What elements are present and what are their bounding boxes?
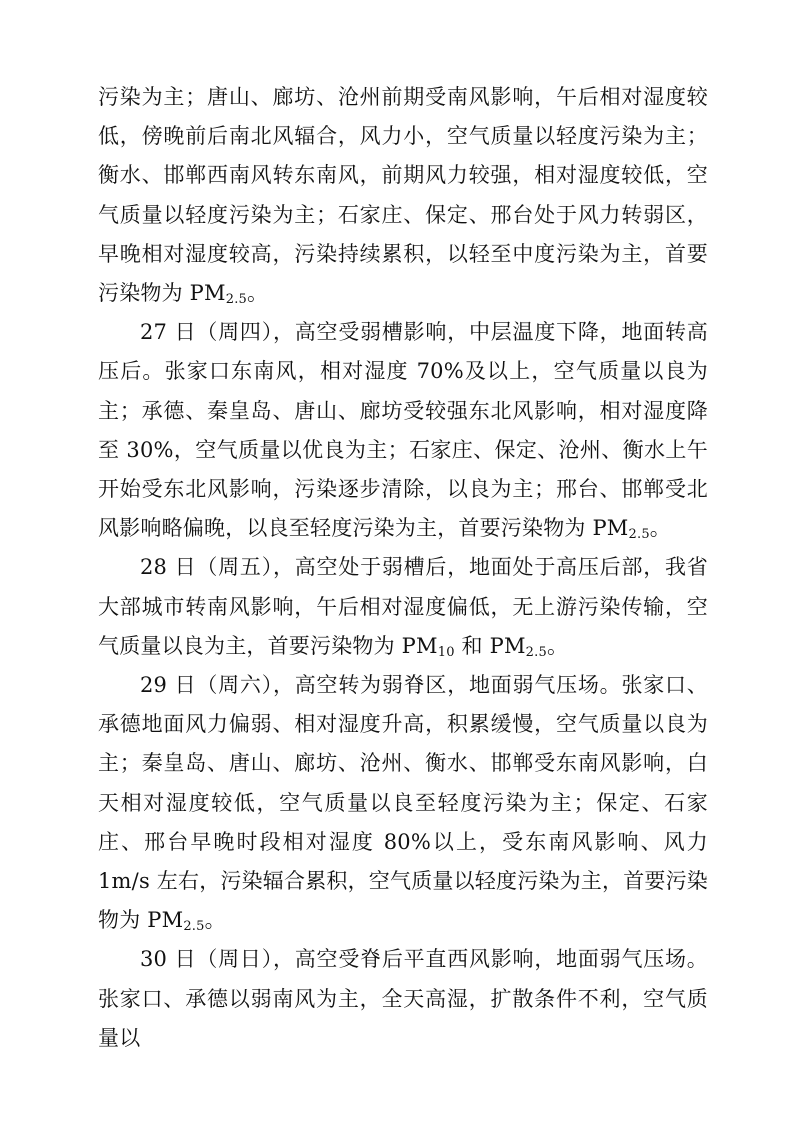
- pm-subscript: 10: [437, 644, 455, 660]
- paragraph-text: 。: [204, 908, 226, 933]
- paragraph-text: 和 PM: [454, 633, 526, 658]
- paragraph-28th-friday: [98, 548, 708, 666]
- document-body: [98, 78, 708, 1058]
- pm-subscript: 2.5: [183, 919, 205, 935]
- paragraph-text: 28 日（周五），高空处于弱槽后，地面处于高压后部，我省大部城市转南风影响，午后相对湿度偏低，无上游污染传输，空气质量以良为主，首要污染物为 PM: [98, 555, 708, 658]
- paragraph-27th-thursday: [98, 313, 708, 548]
- pm-subscript: 2.5: [525, 644, 547, 660]
- paragraph-text: 。: [247, 281, 269, 306]
- paragraph-30th-sunday: [98, 940, 708, 1058]
- paragraph-continuation-26th: [98, 78, 708, 313]
- paragraph-text: 。: [546, 633, 569, 658]
- paragraph-text: 30 日（周日），高空受脊后平直西风影响，地面弱气压场。张家口、承德以弱南风为主，全天高湿，扩散条件不利，空气质量以: [98, 947, 708, 1050]
- paragraph-text: 。: [649, 516, 671, 541]
- pm-subscript: 2.5: [628, 527, 650, 543]
- paragraph-text: 29 日（周六），高空转为弱脊区，地面弱气压场。张家口、承德地面风力偏弱、相对湿度升高，积累缓慢，空气质量以良为主；秦皇岛、唐山、廊坊、沧州、衡水、邯郸受东南风影响，白天相对湿度较低，空气质量以良至轻度污染为主；保定、石家庄、邢台早晚时段相对湿度 80%以上，受东南风影响、风力 1m/s 左右，污染辐合累积，空气质量以轻度污染为主，首要污染物为 PM: [98, 673, 708, 933]
- paragraph-29th-saturday: [98, 666, 708, 940]
- pm-subscript: 2.5: [225, 292, 247, 308]
- paragraph-text: 27 日（周四），高空受弱槽影响，中层温度下降，地面转高压后。张家口东南风，相对湿度 70%及以上，空气质量以良为主；承德、秦皇岛、唐山、廊坊受较强东北风影响，相对湿度降至 30%，空气质量以优良为主；石家庄、保定、沧州、衡水上午开始受东北风影响，污染逐步清除，以良为主；邢台、邯郸受北风影响略偏晚，以良至轻度污染为主，首要污染物为 PM: [98, 320, 708, 541]
- paragraph-text: 污染为主；唐山、廊坊、沧州前期受南风影响，午后相对湿度较低，傍晚前后南北风辐合，风力小，空气质量以轻度污染为主；衡水、邯郸西南风转东南风，前期风力较强，相对湿度较低，空气质量以轻度污染为主；石家庄、保定、邢台处于风力转弱区，早晚相对湿度较高，污染持续累积，以轻至中度污染为主，首要污染物为 PM: [98, 85, 708, 306]
